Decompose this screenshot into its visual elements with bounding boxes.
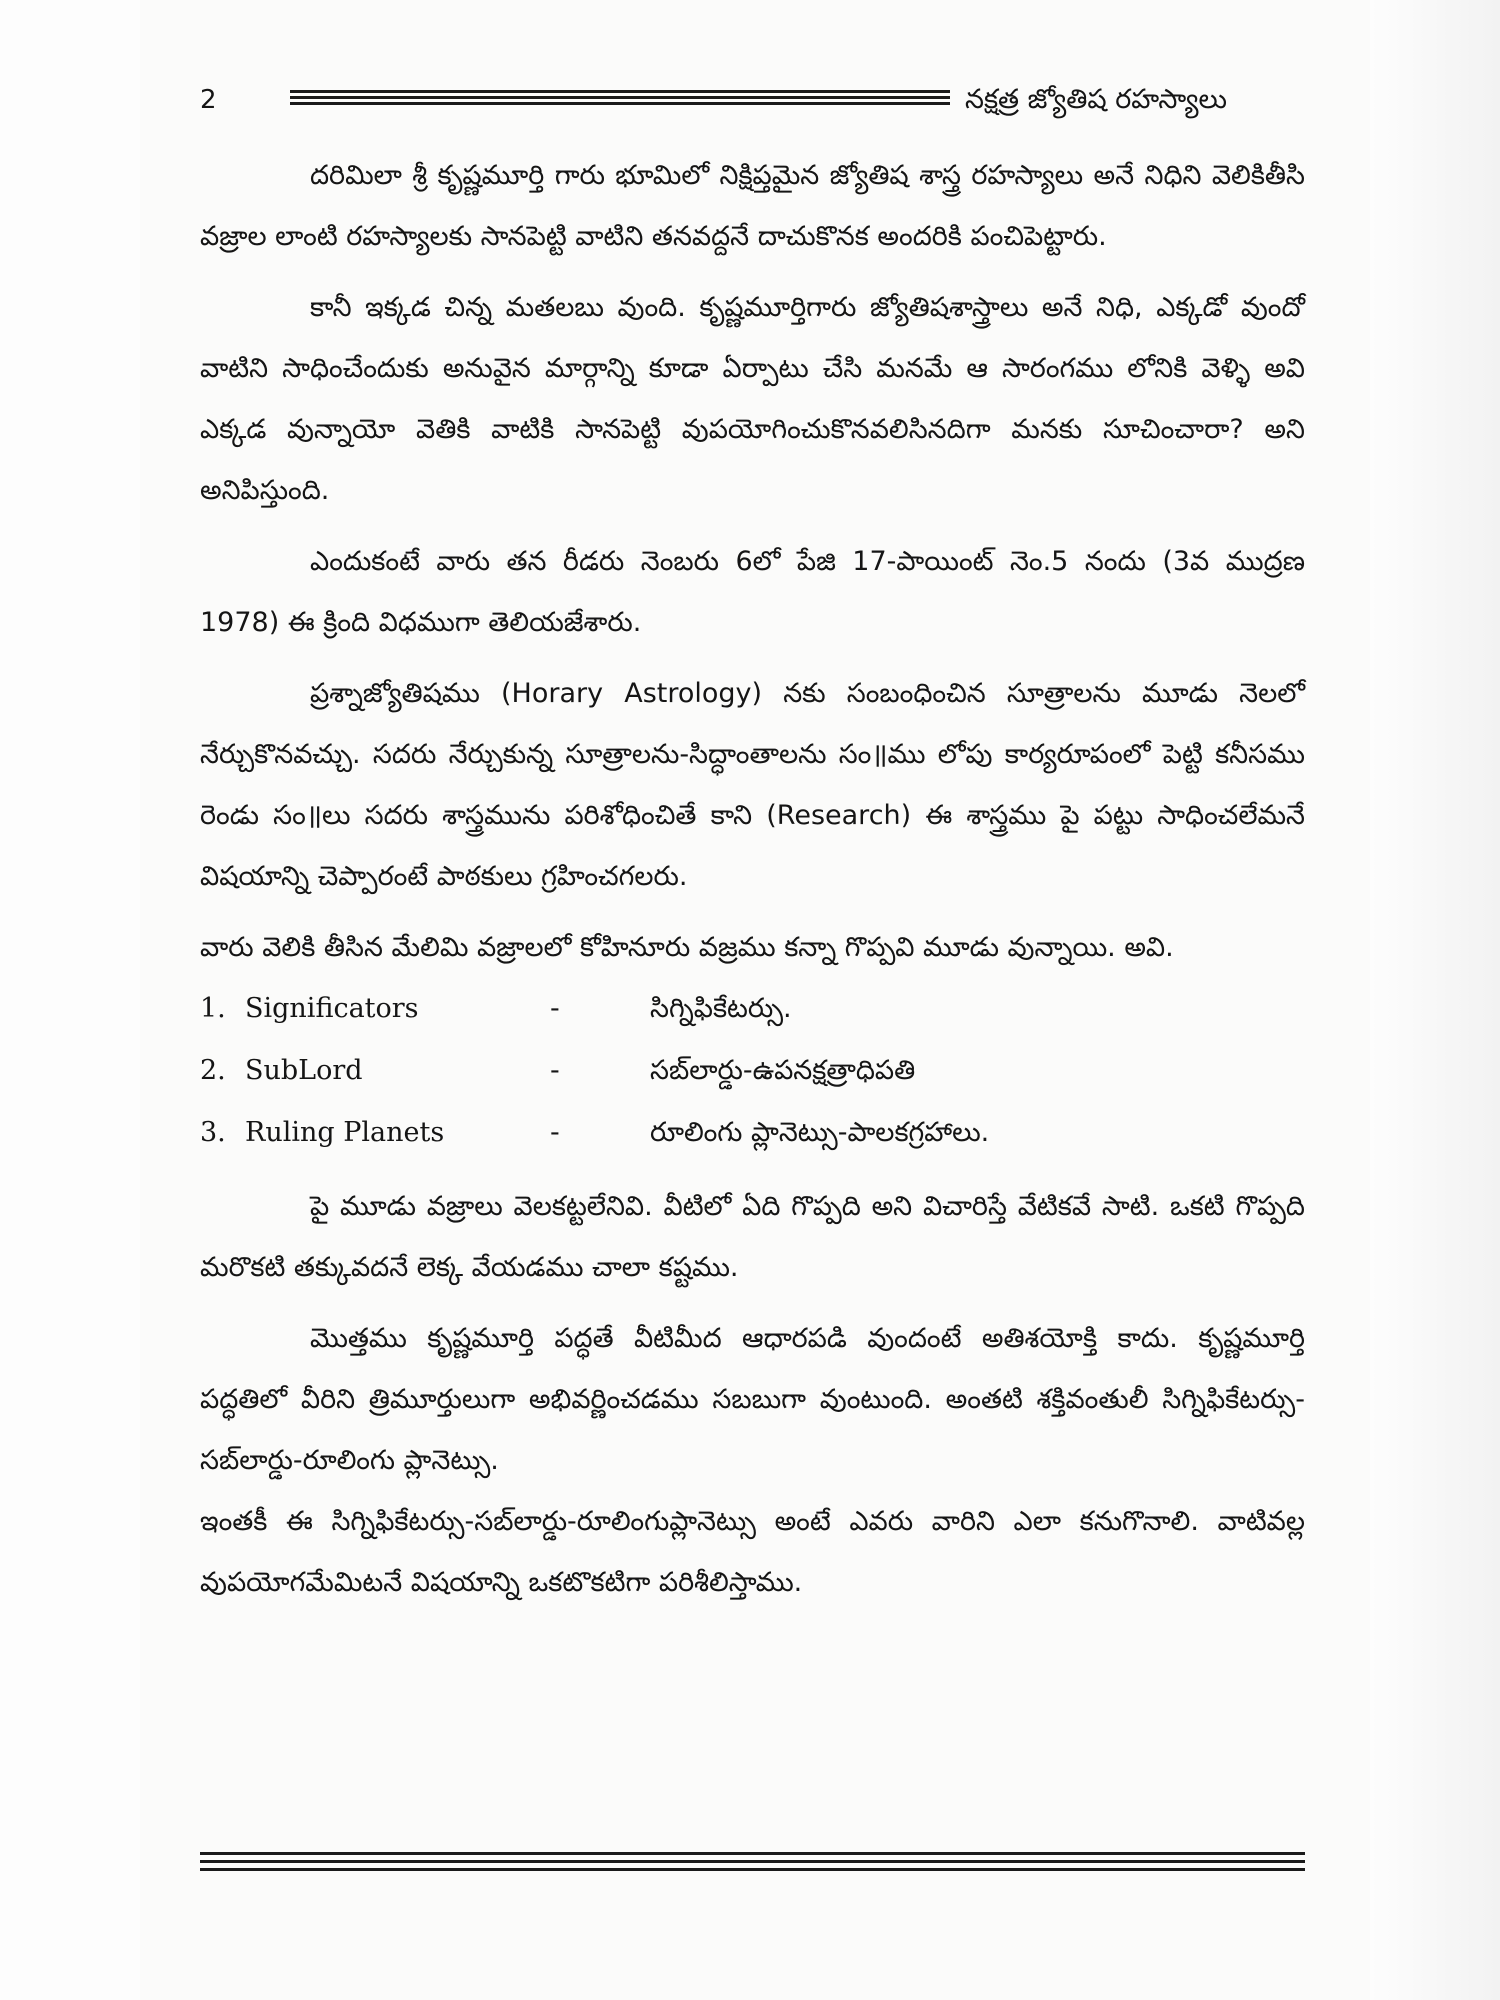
list-dash: - — [550, 1055, 560, 1086]
significators-list — [200, 978, 1305, 1164]
list-term: SubLord — [245, 1055, 363, 1086]
list-meaning: రూలింగు ప్లానెట్సు-పాలకగ్రహాలు. — [650, 1117, 990, 1148]
footer-rule — [200, 1852, 1305, 1876]
list-term: Significators — [245, 993, 419, 1024]
list-number: 2. — [200, 1055, 226, 1086]
paragraph-6: పై మూడు వజ్రాలు వెలకట్టలేనివి. వీటిలో ఏది గొప్పది అని విచారిస్తే వేటికవే సాటి. ఒకటి గొప్పది మరొకటి తక్కువదనే లెక్క వేయడము చాలా కష్టము. — [200, 1191, 1305, 1283]
list-meaning: సబ్‌లార్డు-ఉపనక్షత్రాధిపతి — [650, 1055, 916, 1086]
page-edge-shadow — [1370, 0, 1500, 2000]
header-rule — [290, 90, 950, 110]
running-title: నక్షత్ర జ్యోతిష రహస్యాలు — [965, 84, 1228, 115]
list-number: 3. — [200, 1117, 226, 1148]
page-header — [200, 80, 1300, 120]
list-term: Ruling Planets — [245, 1117, 445, 1148]
list-item — [200, 1102, 1305, 1164]
paragraph-4: ప్రశ్నాజ్యోతిషము (Horary Astrology) నకు సంబంధించిన సూత్రాలను మూడు నెలలో నేర్చుకొనవచ్చు. సదరు నేర్చుకున్న సూత్రాలను-సిద్ధాంతాలను సం॥ము లోపు కార్యరూపంలో పెట్టి కనీసము రెండు సం॥లు సదరు శాస్త్రమును పరిశోధించితే కాని (Research) ఈ శాస్త్రము పై పట్టు సాధించలేమనే విషయాన్ని చెప్పారంటే పాఠకులు గ్రహించగలరు. — [200, 678, 1305, 892]
list-dash: - — [550, 993, 560, 1024]
paragraph-5: వారు వెలికి తీసిన మేలిమి వజ్రాలలో కోహినూరు వజ్రము కన్నా గొప్పవి మూడు వున్నాయి. అవి. — [200, 932, 1174, 963]
paragraph-1: దరిమిలా శ్రీ కృష్ణమూర్తి గారు భూమిలో నిక్షిప్తమైన జ్యోతిష శాస్త్ర రహస్యాలు అనే నిధిని వెలికితీసి వజ్రాల లాంటి రహస్యాలకు సానపెట్టి వాటిని తనవద్దనే దాచుకొనక అందరికి పంచిపెట్టారు. — [200, 160, 1305, 252]
paragraph-7: మొత్తము కృష్ణమూర్తి పద్ధతే వీటిమీద ఆధారపడి వుందంటే అతిశయోక్తి కాదు. కృష్ణమూర్తి పద్ధతిలో వీరిని త్రిమూర్తులుగా అభివర్ణించడము సబబుగా వుంటుంది. అంతటి శక్తివంతులీ సిగ్నిఫికేటర్సు-సబ్‌లార్డు-రూలింగు ప్లానెట్సు. — [200, 1323, 1305, 1476]
list-meaning: సిగ్నిఫికేటర్సు. — [650, 993, 792, 1024]
paragraph-3: ఎందుకంటే వారు తన రీడరు నెంబరు 6లో పేజి 17-పాయింట్ నెం.5 నందు (3వ ముద్రణ 1978) ఈ క్రింది విధముగా తెలియజేశారు. — [200, 546, 1305, 638]
page-body — [200, 145, 1305, 1613]
list-dash: - — [550, 1117, 560, 1148]
paragraph-8: ఇంతకీ ఈ సిగ్నిఫికేటర్సు-సబ్‌లార్డు-రూలింగుప్లానెట్సు అంటే ఎవరు వారిని ఎలా కనుగొనాలి. వాటివల్ల వుపయోగమేమిటనే విషయాన్ని ఒకటొకటిగా పరిశీలిస్తాము. — [200, 1506, 1305, 1598]
page-number: 2 — [200, 85, 217, 115]
list-item — [200, 1040, 1305, 1102]
paragraph-2: కానీ ఇక్కడ చిన్న మతలబు వుంది. కృష్ణమూర్తిగారు జ్యోతిషశాస్త్రాలు అనే నిధి, ఎక్కడో వుందో వాటిని సాధించేందుకు అనువైన మార్గాన్ని కూడా ఏర్పాటు చేసి మనమే ఆ సారంగము లోనికి వెళ్ళి అవి ఎక్కడ వున్నాయో వెతికి వాటికి సానపెట్టి వుపయోగించుకొనవలిసినదిగా మనకు సూచించారా? అని అనిపిస్తుంది. — [200, 292, 1305, 506]
list-number: 1. — [200, 993, 226, 1024]
list-item — [200, 978, 1305, 1040]
